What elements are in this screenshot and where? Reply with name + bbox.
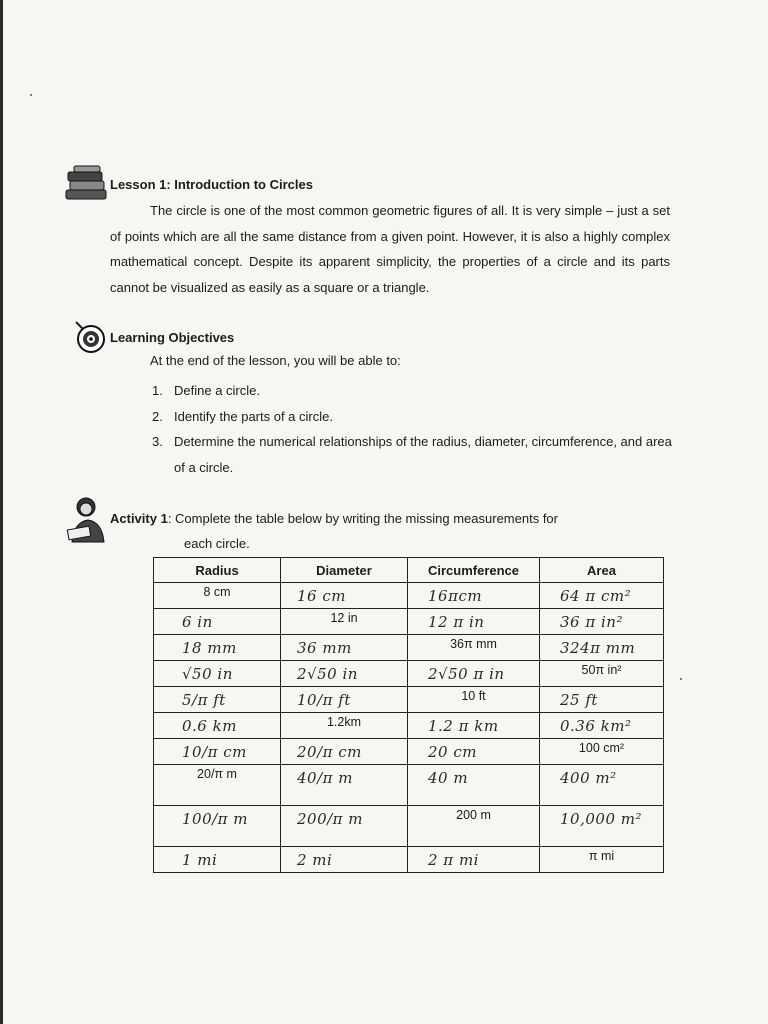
radius-cell[interactable]: 18 mm: [182, 639, 237, 657]
diameter-cell: 1.2km: [326, 715, 362, 729]
radius-cell[interactable]: 5/π ft: [182, 691, 226, 709]
diameter-cell[interactable]: 40/π m: [297, 769, 353, 787]
activity-instructions: Activity 1: Complete the table below by writing the missing measurements for each circle.: [110, 511, 558, 551]
radius-cell[interactable]: 1 mi: [182, 851, 218, 869]
diameter-cell[interactable]: 2 mi: [297, 851, 333, 869]
circumference-cell: 200 m: [456, 808, 491, 822]
diameter-cell[interactable]: 200/π m: [297, 810, 364, 828]
student-reading-icon: [62, 494, 112, 549]
header-radius: Radius: [154, 558, 281, 583]
table-header-row: [154, 558, 664, 583]
table-row: [154, 765, 664, 806]
page-left-edge: [0, 0, 3, 1024]
objectives-intro: At the end of the lesson, you will be able to:: [150, 353, 401, 368]
table-row: [154, 806, 664, 847]
area-cell[interactable]: 400 m²: [560, 769, 617, 787]
radius-cell[interactable]: 100/π m: [182, 810, 249, 828]
lesson-paragraph: The circle is one of the most common geometric figures of all. It is very simple – just a set of points which are all the same distance from a given point. However, it is also a highly complex mathematical concept. Despite its apparent simplicity, the properties of a circle and its parts cannot be visualized as easily as a square or a triangle.: [110, 203, 670, 295]
objectives-title: Learning Objectives: [110, 330, 235, 345]
header-area: Area: [540, 558, 664, 583]
diameter-cell[interactable]: 16 cm: [297, 587, 346, 605]
header-circumference: Circumference: [408, 558, 540, 583]
circumference-cell[interactable]: 40 m: [428, 769, 469, 787]
header-diameter: Diameter: [281, 558, 408, 583]
diameter-cell[interactable]: 36 mm: [297, 639, 352, 657]
target-icon: [74, 320, 108, 359]
circumference-cell[interactable]: 12 π in: [428, 613, 485, 631]
radius-cell[interactable]: 0.6 km: [182, 717, 237, 735]
circumference-cell[interactable]: 16πcm: [428, 587, 483, 605]
circumference-cell[interactable]: 1.2 π km: [428, 717, 499, 735]
objectives-list: [152, 378, 672, 480]
circumference-cell[interactable]: 2 π mi: [428, 851, 479, 869]
objective-item: 2. Identify the parts of a circle.: [152, 408, 333, 424]
radius-cell[interactable]: 6 in: [182, 613, 213, 631]
diameter-cell: 12 in: [330, 611, 358, 625]
table-row: [154, 687, 664, 713]
books-icon: [62, 164, 110, 209]
diameter-cell[interactable]: 10/π ft: [297, 691, 351, 709]
area-cell: π mi: [588, 849, 615, 863]
radius-cell: 20/π m: [197, 767, 237, 781]
table-row: [154, 739, 664, 765]
measurements-table: [153, 557, 664, 873]
radius-cell: 8 cm: [203, 585, 231, 599]
table-row: [154, 847, 664, 873]
area-cell[interactable]: 25 ft: [560, 691, 598, 709]
area-cell: 50π in²: [581, 663, 622, 677]
table-row: [154, 609, 664, 635]
area-cell[interactable]: 0.36 km²: [560, 717, 632, 735]
table-row: [154, 583, 664, 609]
area-cell: 100 cm²: [578, 741, 625, 755]
diameter-cell[interactable]: 20/π cm: [297, 743, 362, 761]
area-cell[interactable]: 10,000 m²: [560, 810, 642, 828]
scan-speck: [680, 678, 682, 680]
radius-cell[interactable]: √50 in: [182, 665, 233, 683]
area-cell[interactable]: 64 π cm²: [560, 587, 632, 605]
table-row: [154, 661, 664, 687]
circumference-cell: 10 ft: [461, 689, 486, 703]
table-row: [154, 713, 664, 739]
circumference-cell[interactable]: 20 cm: [428, 743, 477, 761]
area-cell[interactable]: 36 π in²: [560, 613, 623, 631]
scan-speck: [30, 94, 32, 96]
radius-cell[interactable]: 10/π cm: [182, 743, 247, 761]
objective-item: 3. Determine the numerical relationships of the radius, diameter, circumference, and area of a circle.: [152, 434, 672, 475]
circumference-cell: 36π mm: [450, 637, 497, 651]
lesson-title: Lesson 1: Introduction to Circles: [110, 177, 313, 192]
circumference-cell[interactable]: 2√50 π in: [428, 665, 505, 683]
table-row: [154, 635, 664, 661]
objective-item: 1. Define a circle.: [152, 383, 260, 398]
area-cell[interactable]: 324π mm: [560, 639, 636, 657]
diameter-cell[interactable]: 2√50 in: [297, 665, 358, 683]
